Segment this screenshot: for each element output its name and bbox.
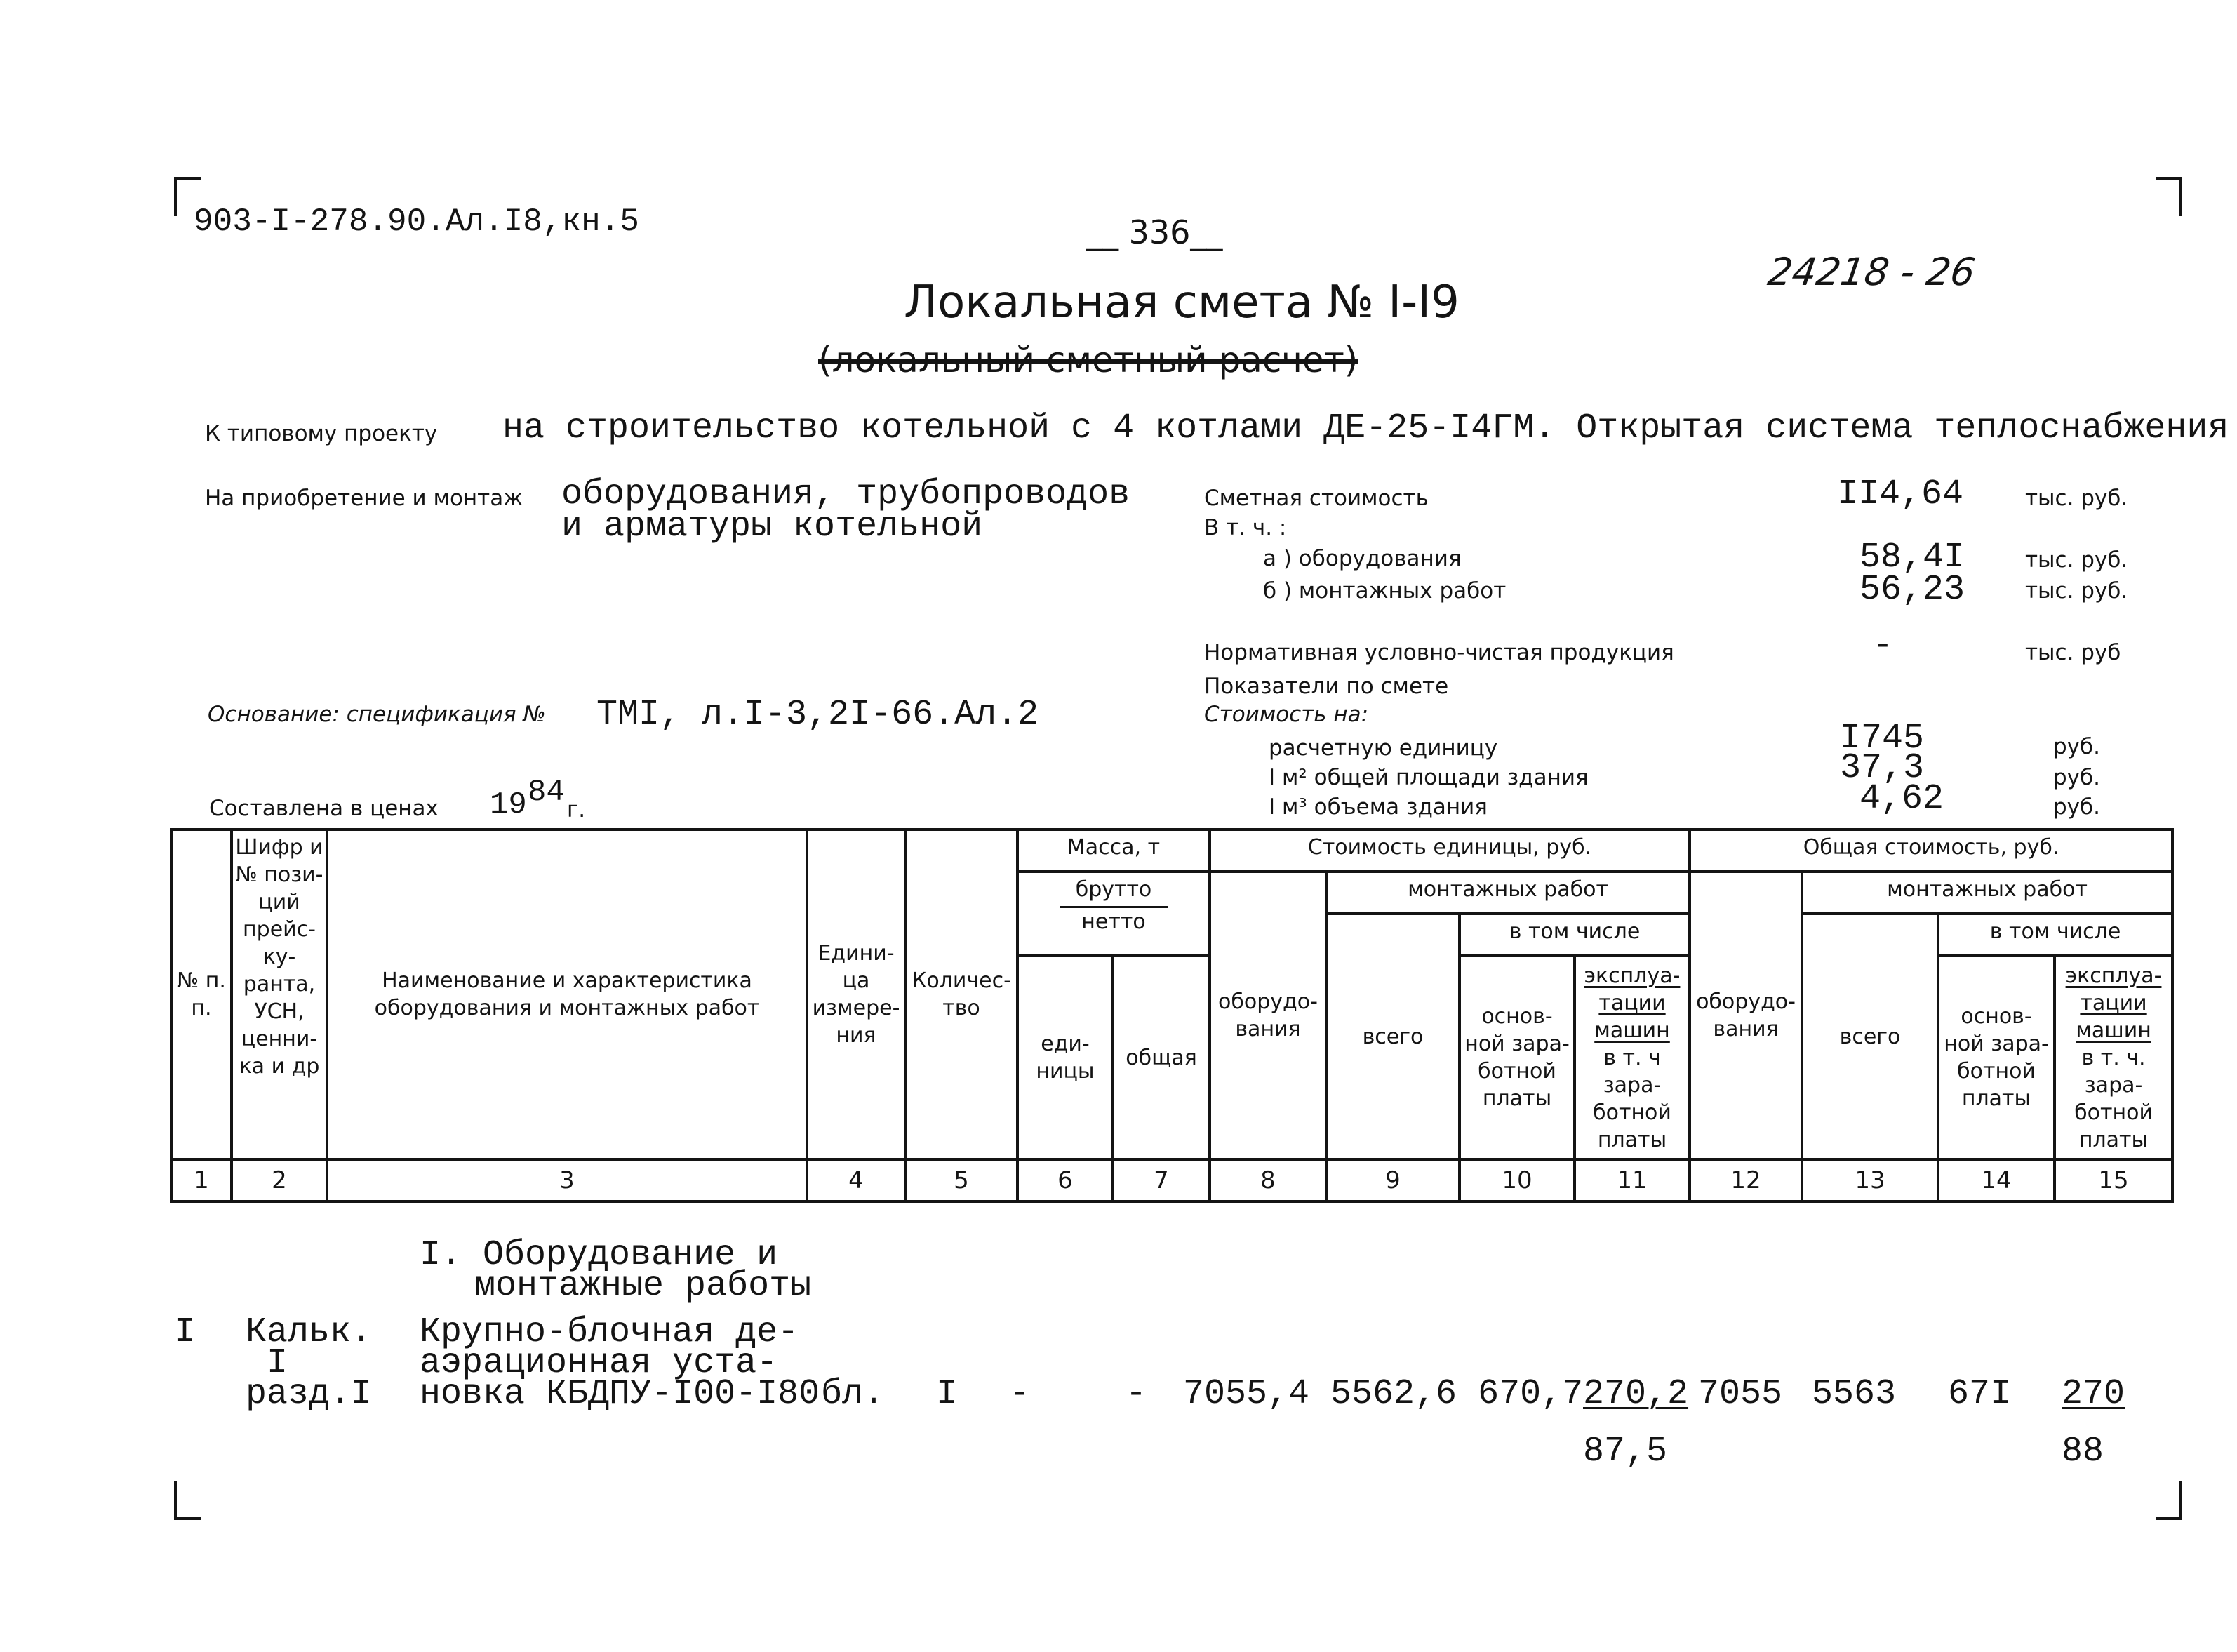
section-heading-line1: I. Оборудование и (420, 1235, 778, 1275)
cost-value: II4,64 (1837, 474, 1964, 514)
prices-year-prefix: 19 (490, 787, 527, 822)
col-group-unit-installation: монтажных работ (1326, 872, 1690, 914)
page-title: Локальная смета № I-I9 (904, 277, 1460, 328)
mass-brutto-label: брутто (1075, 877, 1152, 902)
col-number-15: 15 (2055, 1159, 2172, 1201)
installation-value: 56,23 (1859, 570, 1965, 610)
volume-unit: руб. (2053, 794, 2100, 820)
incl-label: В т. ч. : (1204, 515, 1287, 540)
col-number-12: 12 (1690, 1159, 1802, 1201)
col-header-name: Наименование и характеристика оборудования и монтажных работ (327, 830, 807, 1159)
mass-netto-label: нетто (1081, 910, 1146, 934)
col-group-mass: Масса, т (1017, 830, 1210, 872)
area-unit: руб. (2053, 765, 2100, 790)
handwritten-number: 24218 - 26 (1765, 250, 1978, 294)
estimate-table-header (170, 828, 2174, 1203)
mass-brutto-netto (1017, 872, 1210, 956)
row-total-all: 5563 (1812, 1374, 1897, 1414)
row-name-line2: аэрационная уста- (420, 1343, 778, 1383)
row-mass-total: - (1126, 1374, 1147, 1414)
corner-mark-top-right (2156, 177, 2182, 216)
col-header-unit: Едини- ца измере- ния (807, 830, 905, 1159)
col-number-2: 2 (232, 1159, 327, 1201)
equipment-label: а ) оборудования (1263, 546, 1462, 571)
col-header-mass-total: общая (1113, 956, 1210, 1159)
col-group-unit-including: в том числе (1460, 914, 1690, 956)
col-number-10: 10 (1460, 1159, 1575, 1201)
col-header-unit-machine (1575, 956, 1690, 1159)
purchase-value-line1: оборудования, трубопроводов (561, 474, 1130, 514)
row-total-equipment: 7055 (1698, 1374, 1783, 1414)
row-total-machine: 270 (2062, 1374, 2125, 1414)
col-header-number: № п. п. (171, 830, 232, 1159)
total-machine-label: эксплуа- тации машин (2065, 963, 2162, 1043)
row-unit-machine: 270,2 (1583, 1374, 1689, 1414)
col-group-unit-cost: Стоимость единицы, руб. (1210, 830, 1690, 872)
row-name-line3: новка КБДПУ-I00-I80 (420, 1374, 820, 1414)
row-name-line1: Крупно-блочная де- (420, 1312, 799, 1352)
unit-machine-label: эксплуа- тации машин (1584, 963, 1681, 1043)
row-code-line3: разд.I (246, 1374, 373, 1414)
col-number-6: 6 (1017, 1159, 1113, 1201)
row-total-wage: 67I (1948, 1374, 2012, 1414)
unit-machine-wage-label: в т. ч зара- ботной платы (1593, 1045, 1671, 1152)
col-header-mass-unit: еди- ницы (1017, 956, 1113, 1159)
row-number: I (174, 1312, 196, 1352)
cost-label: Сметная стоимость (1204, 486, 1429, 511)
corner-mark-bottom-left (174, 1481, 201, 1520)
document-code: 903-I-278.90.Ал.I8,кн.5 (194, 204, 639, 240)
col-number-1: 1 (171, 1159, 232, 1201)
equipment-value: 58,4I (1859, 538, 1965, 578)
purchase-value-line2: и арматуры котельной (561, 507, 983, 547)
cost-per-label: Стоимость на: (1204, 702, 1369, 727)
col-group-total-including: в том числе (1938, 914, 2172, 956)
col-number-8: 8 (1210, 1159, 1326, 1201)
col-number-14: 14 (1938, 1159, 2055, 1201)
col-number-7: 7 (1113, 1159, 1210, 1201)
col-number-3: 3 (327, 1159, 807, 1201)
project-value: на строительство котельной с 4 котлами ДЕ-25-I4ГМ. Открытая система теплоснабжения (502, 408, 2229, 448)
total-machine-wage-label: в т. ч. зара- ботной платы (2074, 1045, 2153, 1152)
col-header-unit-equipment: оборудо- вания (1210, 872, 1326, 1159)
prices-year-suffix: 84 (528, 775, 565, 810)
volume-value: 4,62 (1859, 779, 1944, 819)
col-number-9: 9 (1326, 1159, 1460, 1201)
section-heading-line2: монтажные работы (474, 1266, 812, 1306)
row-quantity: I (936, 1374, 958, 1414)
corner-mark-bottom-right (2156, 1481, 2182, 1520)
cost-unit: тыс. руб. (2025, 486, 2128, 511)
normative-value: - (1872, 626, 1894, 666)
col-header-code: Шифр и № пози- ций прейс- ку- ранта, УСН, ценни- ка и др (232, 830, 327, 1159)
unit-value: I745 (1840, 719, 1925, 759)
basis-value: ТМI, л.I-3,2I-66.Ал.2 (596, 695, 1039, 735)
struck-subtitle: (локальный сметный расчет) (818, 340, 1358, 380)
col-number-5: 5 (905, 1159, 1017, 1201)
indicators-label: Показатели по смете (1204, 674, 1449, 699)
row-unit-machine-wage: 87,5 (1583, 1432, 1668, 1472)
col-header-unit-total: всего (1326, 914, 1460, 1159)
normative-label: Нормативная условно-чистая продукция (1204, 640, 1674, 665)
col-header-unit-basic-wage: основ- ной зара- ботной платы (1460, 956, 1575, 1159)
volume-label: I м³ объема здания (1269, 794, 1488, 820)
row-unit: бл. (821, 1374, 885, 1414)
unit-label: расчетную единицу (1269, 735, 1498, 761)
prices-label: Составлена в ценах (209, 796, 439, 821)
col-number-4: 4 (807, 1159, 905, 1201)
unit-unit: руб. (2053, 734, 2100, 759)
row-code-line2: I (267, 1343, 288, 1383)
installation-label: б ) монтажных работ (1263, 578, 1507, 604)
col-number-11: 11 (1575, 1159, 1690, 1201)
prices-year-unit: г. (567, 797, 586, 822)
col-header-total-machine (2055, 956, 2172, 1159)
basis-label: Основание: спецификация № (208, 702, 546, 727)
area-label: I м² общей площади здания (1269, 765, 1589, 790)
row-unit-costs: 7055,4 5562,6 670,7 (1183, 1374, 1584, 1414)
col-header-total-all: всего (1802, 914, 1938, 1159)
col-header-quantity: Количес- тво (905, 830, 1017, 1159)
installation-unit: тыс. руб. (2025, 578, 2128, 604)
purchase-label: На приобретение и монтаж (205, 486, 523, 511)
row-mass-unit: - (1009, 1374, 1031, 1414)
row-total-machine-wage: 88 (2062, 1432, 2104, 1472)
col-header-total-equipment: оборудо- вания (1690, 872, 1802, 1159)
project-label: К типовому проекту (205, 421, 438, 446)
area-value: 37,3 (1840, 748, 1925, 788)
row-code-line1: Кальк. (246, 1312, 373, 1352)
col-group-total-cost: Общая стоимость, руб. (1690, 830, 2172, 872)
equipment-unit: тыс. руб. (2025, 547, 2128, 573)
col-number-13: 13 (1802, 1159, 1938, 1201)
col-group-total-installation: монтажных работ (1802, 872, 2172, 914)
page-number: __ 336__ (1086, 213, 1223, 251)
normative-unit: тыс. руб (2025, 640, 2121, 665)
col-header-total-basic-wage: основ- ной зара- ботной платы (1938, 956, 2055, 1159)
